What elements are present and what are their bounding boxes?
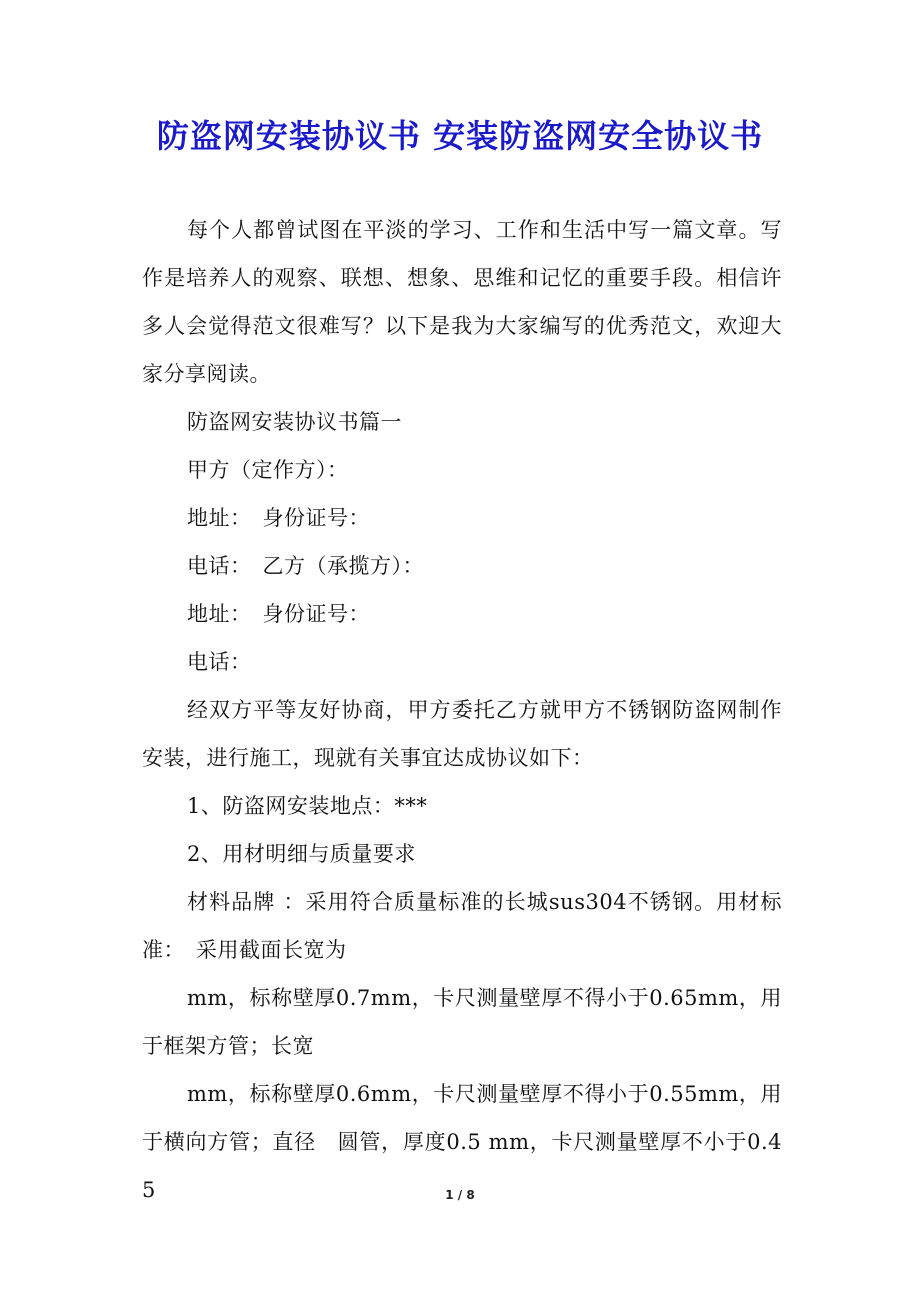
party-b-phone-line: 电话： xyxy=(187,650,252,674)
page-number: 1 / 8 xyxy=(445,1188,475,1202)
document-body xyxy=(142,206,782,1214)
section-heading: 防盗网安装协议书篇一 xyxy=(187,410,402,434)
intro-paragraph: 每个人都曾试图在平淡的学习、工作和生活中写一篇文章。写作是培养人的观察、联想、想象、思维和记忆的重要手段。相信许多人会觉得范文很难写？以下是我为大家编写的优秀范文，欢迎大家分享阅读。 xyxy=(142,218,782,386)
clause-1: 1、防盗网安装地点：*** xyxy=(187,794,428,818)
document-title: 防盗网安装协议书 安装防盗网安全协议书 xyxy=(156,117,764,155)
agreement-intro-paragraph: 经双方平等友好协商，甲方委托乙方就甲方不锈钢防盗网制作安装，进行施工，现就有关事宜达成协议如下： xyxy=(142,698,782,770)
clause-2: 2、用材明细与质量要求 xyxy=(187,842,416,866)
party-a-address-line: 地址： 身份证号： xyxy=(187,506,370,530)
party-a-line: 甲方（定作方）： xyxy=(187,458,349,482)
frame-tube-spec-paragraph: mm，标称壁厚0.7mm，卡尺测量壁厚不得小于0.65mm，用于框架方管；长宽 xyxy=(142,986,782,1058)
cross-tube-spec-paragraph: mm，标称壁厚0.6mm，卡尺测量壁厚不得小于0.55mm，用于横向方管；直径 圆管，厚度0.5 mm，卡尺测量壁厚不小于0.45 xyxy=(142,1082,782,1202)
material-brand-paragraph: 材料品牌 ：采用符合质量标准的长城sus304不锈钢。用材标准： 采用截面长宽为 xyxy=(142,890,782,962)
party-a-phone-party-b-line: 电话： 乙方（承揽方）： xyxy=(187,554,424,578)
party-b-address-line: 地址： 身份证号： xyxy=(187,602,370,626)
